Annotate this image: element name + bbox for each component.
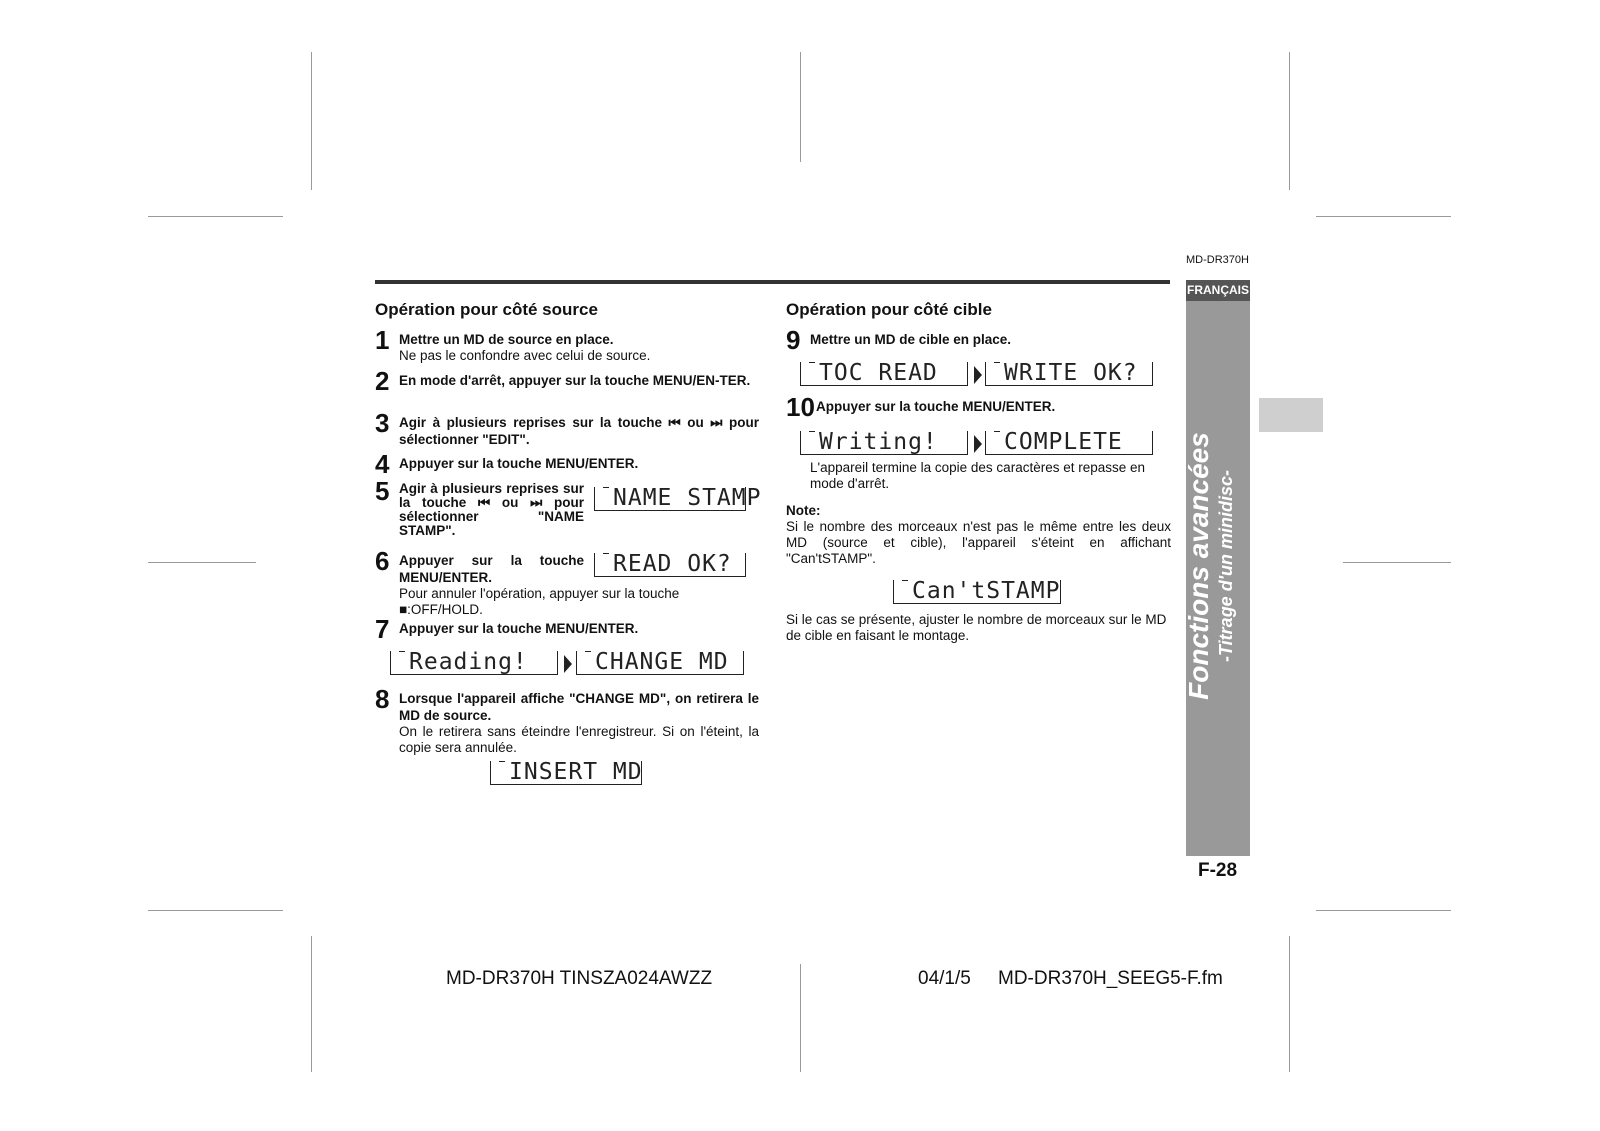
step-number: 3 (375, 408, 390, 438)
step-number: 10 (786, 392, 815, 422)
lcd-read-ok: READ OK? (594, 553, 746, 577)
step-text: Appuyer sur la touche MENU/ENTER. (399, 553, 584, 585)
arrow-right-icon (564, 655, 572, 673)
step-number: 6 (375, 546, 390, 576)
note-text: Si le nombre des morceaux n'est pas le même entre les deux MD (source et cible), l'appareil s'éteint en affichant "Can'tSTAMP". (786, 519, 1171, 566)
left-section-title: Opération pour côté source (375, 300, 598, 319)
step-number: 8 (375, 684, 390, 714)
crop-mark (311, 52, 312, 190)
step-text: Agir à plusieurs reprises sur la touche ⏮ ou ⏭ pour sélectionner "NAME STAMP". (399, 481, 584, 538)
step-text: Mettre un MD de source en place. (399, 332, 614, 347)
lcd-cant-stamp: Can'tSTAMP (893, 580, 1061, 604)
lcd-name-stamp: NAME STAMP (594, 487, 746, 511)
page-number: F-28 (1198, 860, 1238, 881)
lcd-change-md: CHANGE MD (576, 651, 744, 675)
step-number: 7 (375, 614, 390, 644)
step-subtext: Pour annuler l'opération, appuyer sur la touche ■:OFF/HOLD. (399, 586, 680, 617)
sidebar-subtitle: -Titrage d'un minidisc- (1216, 470, 1236, 662)
lcd-reading: Reading! (390, 651, 558, 675)
sidebar-title-block (1183, 306, 1253, 826)
lcd-insert-md: INSERT MD (490, 761, 642, 785)
right-section-title: Opération pour côté cible (786, 300, 992, 319)
lcd-write-ok: WRITE OK? (985, 362, 1153, 386)
crop-mark (148, 216, 283, 217)
lcd-complete: COMPLETE (985, 431, 1153, 455)
crop-mark (800, 964, 801, 1072)
arrow-right-icon (974, 366, 982, 384)
language-label: FRANÇAIS (1186, 280, 1250, 301)
footer-file: MD-DR370H_SEEG5-F.fm (998, 968, 1223, 989)
footer-left: MD-DR370H TINSZA024AWZZ (446, 968, 713, 989)
step-number: 9 (786, 325, 801, 355)
step-text: Mettre un MD de cible en place. (810, 332, 1012, 347)
crop-mark (1316, 910, 1451, 911)
step-text: En mode d'arrêt, appuyer sur la touche MENU/EN-TER. (399, 373, 751, 388)
crop-mark (311, 936, 312, 1072)
step-text: Appuyer sur la touche MENU/ENTER. (816, 399, 1056, 414)
step-number: 2 (375, 366, 390, 396)
section-tab (1259, 398, 1323, 432)
crop-mark (1289, 936, 1290, 1072)
step-10-subtext: L'appareil termine la copie des caractères et repasse en mode d'arrêt. (810, 460, 1146, 491)
crop-mark (800, 52, 801, 162)
footer-date: 04/1/5 (918, 968, 971, 989)
step-text: Agir à plusieurs reprises sur la touche ⏮ ou ⏭ pour sélectionner "EDIT". (399, 415, 759, 447)
note-label: Note: (786, 503, 821, 518)
step-number: 1 (375, 325, 390, 355)
step-text: Lorsque l'appareil affiche "CHANGE MD", on retirera le MD de source. (399, 691, 759, 723)
model-label: MD-DR370H (1186, 254, 1249, 266)
crop-mark (1289, 52, 1290, 190)
sidebar-title: Fonctions avancées (1183, 432, 1214, 700)
crop-mark (148, 910, 283, 911)
top-rule (375, 280, 1170, 284)
step-subtext: On le retirera sans éteindre l'enregistreur. Si on l'éteint, la copie sera annulée. (399, 724, 759, 755)
lcd-writing: Writing! (800, 431, 968, 455)
step-text: Appuyer sur la touche MENU/ENTER. (399, 621, 639, 636)
crop-mark (1316, 216, 1451, 217)
lcd-toc-read: TOC READ (800, 362, 968, 386)
crop-mark (1343, 562, 1451, 563)
arrow-right-icon (974, 435, 982, 453)
step-subtext: Ne pas le confondre avec celui de source. (399, 348, 651, 363)
after-text: Si le cas se présente, ajuster le nombre de morceaux sur le MD de cible en faisant le montage. (786, 612, 1167, 643)
step-number: 5 (375, 476, 390, 506)
step-text: Appuyer sur la touche MENU/ENTER. (399, 456, 639, 471)
step-number: 4 (375, 449, 390, 479)
crop-mark (148, 562, 256, 563)
